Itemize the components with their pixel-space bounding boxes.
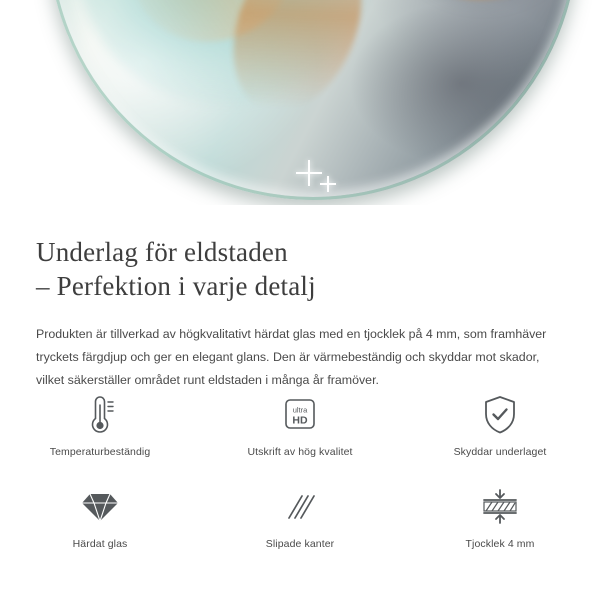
hero-image [0,0,600,205]
thickness-arrows-icon [478,484,522,530]
feature-label: Slipade kanter [265,538,335,550]
feature-label: Härdat glas [72,538,128,550]
page-title [36,235,564,303]
feature-item-protection [400,392,600,458]
diamond-icon [79,484,121,530]
glass-plate-graphic [48,0,578,200]
thermometer-icon [83,392,117,438]
feature-item-print-quality [200,392,400,458]
text-content [0,205,600,392]
feature-label: Skyddar underlaget [453,446,547,458]
feature-grid [0,392,600,550]
ultra-hd-icon [281,392,319,438]
feature-label: Temperaturbeständig [49,446,151,458]
feature-item-polished-edges [200,484,400,550]
shield-check-icon [481,392,519,438]
svg-text:HD: HD [292,414,308,427]
feature-item-temperature [0,392,200,458]
feature-label: Tjocklek 4 mm [465,538,535,550]
dark-ink-blot [366,0,578,9]
feature-item-tempered-glass [0,484,200,550]
description-paragraph: Produkten är tillverkad av högkvalitativt härdat glas med en tjocklek på 4 mm, som framhäver tryckets färgdjup och ger en elegant glans. Den är värmebeständig och skyddar mot skador, vilket säkerställer området runt eldstaden i många år framöver. [36,327,547,387]
svg-text:ultra: ultra [292,405,308,415]
headline-line-2: – Perfektion i varje detalj [36,271,316,301]
feature-label: Utskrift av hög kvalitet [247,446,353,458]
feature-item-thickness [400,484,600,550]
polished-edges-icon [280,484,320,530]
marble-pattern [48,0,578,200]
headline-line-1: Underlag för eldstaden [36,237,288,267]
